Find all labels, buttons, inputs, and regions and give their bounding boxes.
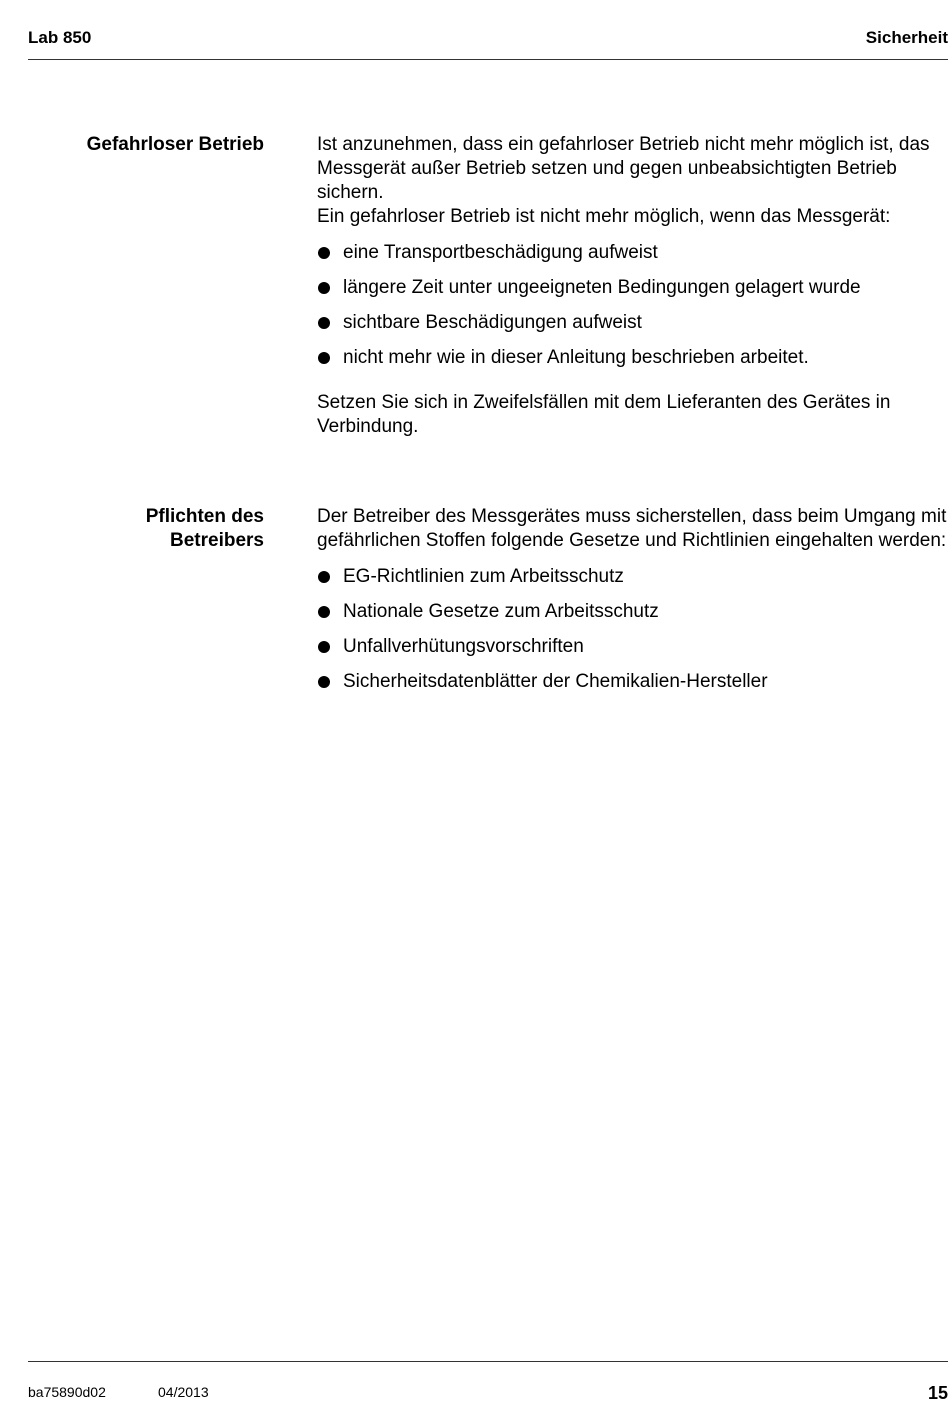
paragraph: Ein gefahrloser Betrieb ist nicht mehr möglich, wenn das Messgerät: <box>317 206 891 227</box>
list-item <box>317 276 947 311</box>
paragraph: Ist anzunehmen, dass ein gefahrloser Betrieb nicht mehr möglich ist, das Messgerät außer Betrieb setzen und gegen unbeabsichtigten Betrieb sichern. <box>317 134 930 203</box>
product-name: Lab 850 <box>28 28 92 47</box>
bullet-icon <box>318 247 330 259</box>
list-item <box>317 670 947 705</box>
list-item-text: Sicherheitsdatenblätter der Chemikalien-Hersteller <box>343 671 768 692</box>
paragraph: Der Betreiber des Messgerätes muss sicherstellen, dass beim Umgang mit gefährlichen Stoffen folgende Gesetze und Richtlinien eingehalten werden: <box>317 506 947 551</box>
bullet-icon <box>318 352 330 364</box>
bullet-icon <box>318 606 330 618</box>
closing-paragraph: Setzen Sie sich in Zweifelsfällen mit dem Lieferanten des Gerätes in Verbindung. <box>317 392 891 437</box>
bullet-icon <box>318 676 330 688</box>
footer-rule <box>28 1361 948 1362</box>
section-body <box>317 505 947 705</box>
page-header <box>28 28 948 50</box>
list-item-text: nicht mehr wie in dieser Anleitung beschrieben arbeitet. <box>343 347 809 368</box>
page-number: 15 <box>927 1383 948 1403</box>
section-heading-line: Betreibers <box>170 530 264 551</box>
list-item <box>317 241 947 276</box>
section-heading <box>28 133 264 157</box>
section-heading-line: Pflichten des <box>145 506 264 527</box>
list-item-text: Unfallverhütungsvorschriften <box>343 636 584 657</box>
list-item-text: EG-Richtlinien zum Arbeitsschutz <box>343 566 624 587</box>
document-id: ba75890d02 <box>28 1384 106 1400</box>
list-item <box>317 600 947 635</box>
section-heading <box>28 505 264 553</box>
bullet-icon <box>318 641 330 653</box>
list-item-text: längere Zeit unter ungeeigneten Bedingungen gelagert wurde <box>343 277 861 298</box>
bullet-list <box>317 565 947 705</box>
list-item <box>317 565 947 600</box>
section-heading-line: Gefahrloser Betrieb <box>86 134 264 155</box>
chapter-title: Sicherheit <box>865 28 948 47</box>
list-item-text: eine Transportbeschädigung aufweist <box>343 242 658 263</box>
document-date: 04/2013 <box>158 1384 209 1400</box>
bullet-icon <box>318 317 330 329</box>
list-item <box>317 635 947 670</box>
list-item-text: sichtbare Beschädigungen aufweist <box>343 312 642 333</box>
header-rule <box>28 59 948 60</box>
section-body <box>317 133 947 439</box>
list-item <box>317 346 947 381</box>
bullet-list <box>317 241 947 381</box>
list-item-text: Nationale Gesetze zum Arbeitsschutz <box>343 601 659 622</box>
list-item <box>317 311 947 346</box>
bullet-icon <box>318 282 330 294</box>
bullet-icon <box>318 571 330 583</box>
